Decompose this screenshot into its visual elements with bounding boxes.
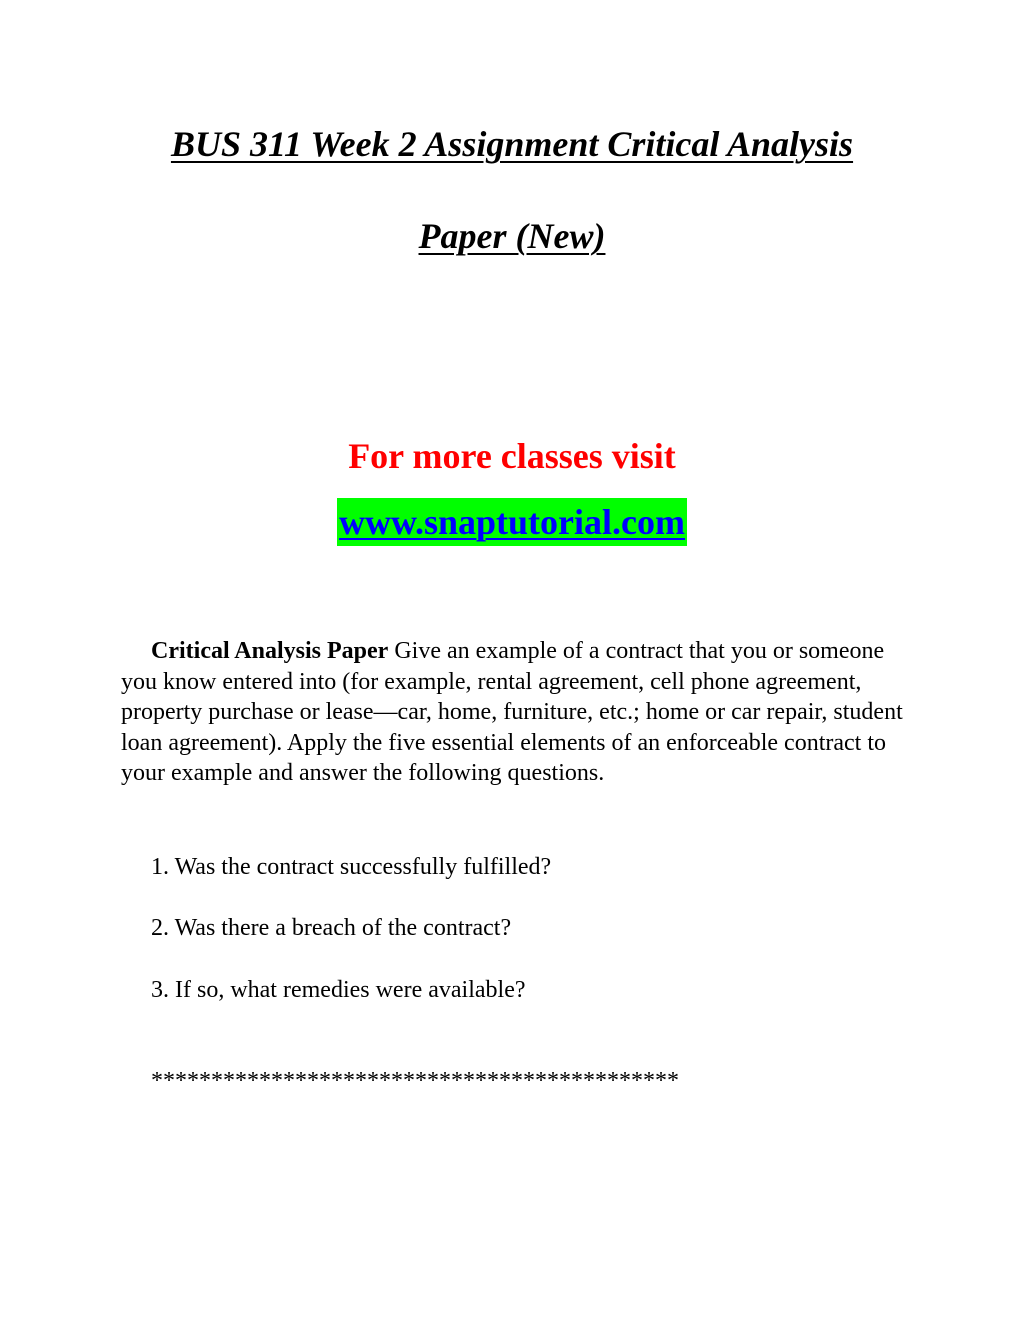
asterisk-separator: ******************************************** [151,1068,679,1094]
question-item: 2. Was there a breach of the contract? [151,915,512,941]
document-title-line-1: BUS 311 Week 2 Assignment Critical Analysis [170,124,854,164]
question-item: 1. Was the contract successfully fulfilled? [151,854,552,880]
document-title-line-2: Paper (New) [418,216,606,256]
question-item: 3. If so, what remedies were available? [151,977,526,1003]
assignment-body: Give an example of a contract that you or someone you know entered into (for example, rental agreement, cell phone agreement, property purchase or lease—car, home, furniture, etc.; home or car repair, student loan agreement). Apply the five essential elements of an enforceable contract to your example and answer the following questions. [121,638,903,786]
promo-link-container [0,498,1024,546]
assignment-paragraph [121,636,911,789]
promo-heading: For more classes visit [348,436,676,476]
website-link[interactable]: www.snaptutorial.com [337,498,687,546]
assignment-lead: Critical Analysis Paper [151,638,389,664]
